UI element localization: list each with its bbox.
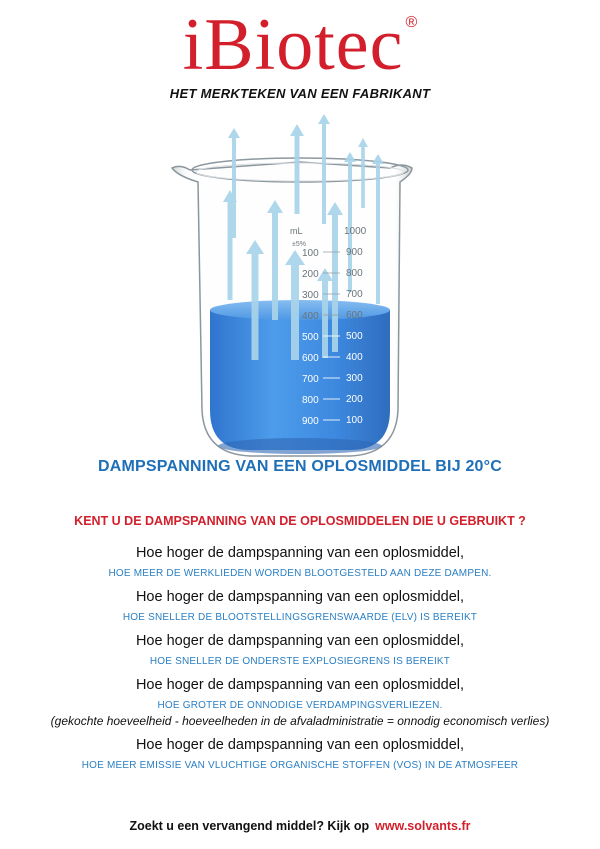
- scale-right-100: 100: [346, 415, 363, 426]
- footer: [0, 819, 600, 833]
- point-title: Hoe hoger de dampspanning van een oplosmiddel,: [135, 633, 465, 649]
- point-title: Hoe hoger de dampspanning van een oplosmiddel,: [135, 589, 465, 605]
- beaker-illustration: [150, 110, 450, 460]
- beaker-graphic: [150, 110, 450, 460]
- scale-right-200: 200: [346, 394, 363, 405]
- unit-label: mL: [290, 226, 303, 236]
- point-subtitle: HOE MEER EMISSIE VAN VLUCHTIGE ORGANISCHE STOFFEN (VOS) IN DE ATMOSFEER: [81, 760, 519, 771]
- page-question: KENT U DE DAMPSPANNING VAN DE OPLOSMIDDELEN DIE U GEBRUIKT ?: [74, 514, 526, 528]
- scale-left-900: 900: [302, 416, 319, 427]
- brand-tagline: HET MERKTEKEN VAN EEN FABRIKANT: [169, 86, 431, 101]
- scale-right-300: 300: [346, 373, 363, 384]
- point-title: Hoe hoger de dampspanning van een oplosmiddel,: [135, 677, 465, 693]
- scale-right-1000: 1000: [344, 226, 367, 237]
- scale-left-300: 300: [302, 290, 319, 301]
- scale-left-800: 800: [302, 395, 319, 406]
- scale-left-400: 400: [302, 311, 319, 322]
- point-item: [0, 736, 600, 773]
- scale-right-900: 900: [346, 247, 363, 258]
- scale-left-600: 600: [302, 353, 319, 364]
- point-subtitle: HOE GROTER DE ONNODIGE VERDAMPINGSVERLIEZEN.: [157, 700, 443, 711]
- scale-right-800: 800: [346, 268, 363, 279]
- point-item: [0, 632, 600, 669]
- brand-logo: [0, 6, 600, 84]
- scale-left-500: 500: [302, 332, 319, 343]
- scale-right-600: 600: [346, 310, 363, 321]
- website-link[interactable]: www.solvants.fr: [375, 819, 471, 833]
- point-title: Hoe hoger de dampspanning van een oplosmiddel,: [135, 737, 465, 753]
- page-headline: DAMPSPANNING VAN EEN OPLOSMIDDEL BIJ 20°C: [98, 458, 502, 475]
- registered-mark: ®: [405, 14, 418, 31]
- scale-left-100: 100: [302, 248, 319, 259]
- scale-left-200: 200: [302, 269, 319, 280]
- scale-right-700: 700: [346, 289, 363, 300]
- footer-text: Zoekt u een vervangend middel? Kijk op: [129, 819, 370, 833]
- point-title: Hoe hoger de dampspanning van een oplosmiddel,: [135, 545, 465, 561]
- point-item: [0, 544, 600, 581]
- point-subtitle: HOE SNELLER DE ONDERSTE EXPLOSIEGRENS IS BEREIKT: [149, 656, 451, 667]
- point-item: [0, 588, 600, 625]
- points-list: [0, 544, 600, 780]
- point-subtitle: HOE MEER DE WERKLIEDEN WORDEN BLOOTGESTELD AAN DEZE DAMPEN.: [108, 568, 492, 579]
- scale-right-400: 400: [346, 352, 363, 363]
- point-item: [0, 676, 600, 729]
- point-note: (gekochte hoeveelheid - hoeveelheden in de afvaladministratie = onnodig economisch verlies): [50, 714, 550, 728]
- scale-right-500: 500: [346, 331, 363, 342]
- tolerance-label: ±5%: [292, 241, 306, 248]
- point-subtitle: HOE SNELLER DE BLOOTSTELLINGSGRENSWAARDE (ELV) IS BEREIKT: [122, 612, 478, 623]
- scale-left-700: 700: [302, 374, 319, 385]
- brand-name: iBiotec: [182, 4, 404, 86]
